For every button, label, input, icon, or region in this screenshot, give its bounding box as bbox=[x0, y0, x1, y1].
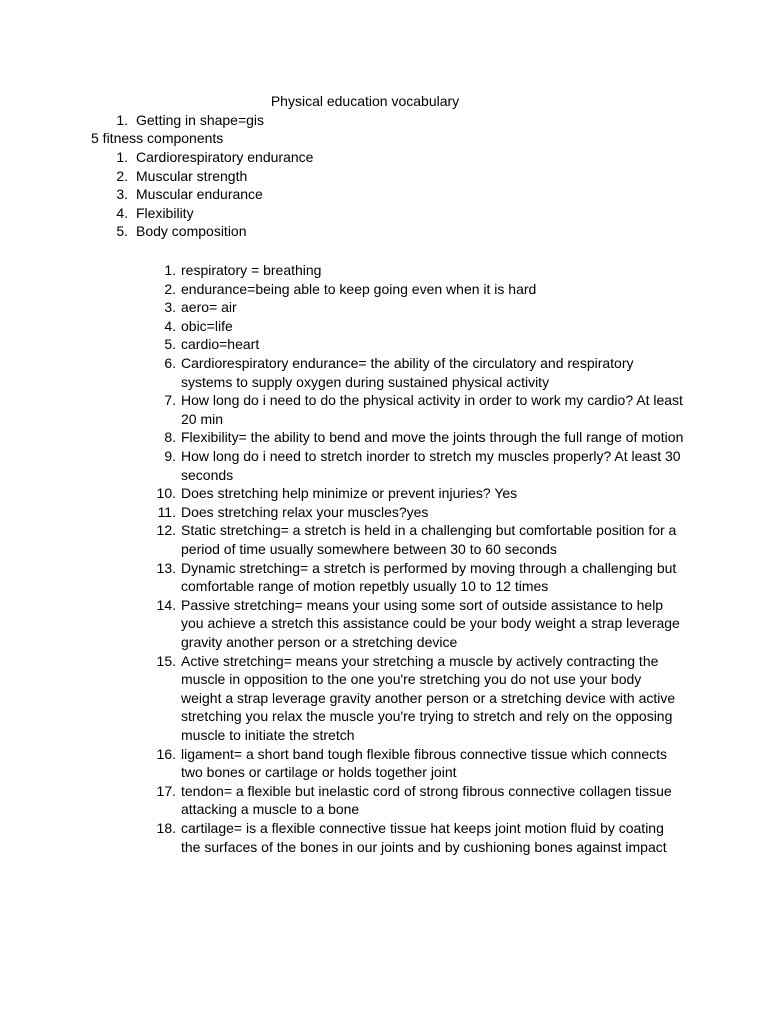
list-item-text: comfortable range of motion repetbly usually 10 to 12 times bbox=[181, 578, 549, 595]
list-item-text: Passive stretching= means your using some sort of outside assistance to help bbox=[181, 596, 664, 613]
list-item-number: 3. bbox=[116, 186, 128, 203]
list-item-number: 16. bbox=[156, 745, 176, 762]
list-item-number: 3. bbox=[164, 299, 176, 316]
list-item-text: seconds bbox=[181, 466, 234, 483]
list-item-text: Dynamic stretching= a stretch is performed by moving through a challenging but bbox=[181, 559, 677, 576]
list-item-number: 1. bbox=[116, 112, 128, 128]
list-item-text: muscle in opposition to the one you're stretching you do not use your body bbox=[181, 671, 642, 688]
list-item-text: aero= air bbox=[181, 299, 237, 316]
list-item-number: 13. bbox=[156, 559, 176, 576]
list-item-text: 20 min bbox=[181, 410, 224, 427]
list-item-text: two bones or cartilage or holds together joint bbox=[181, 764, 457, 781]
list-item-text: attacking a muscle to a bone bbox=[181, 801, 360, 818]
list-item-text: endurance=being able to keep going even when it is hard bbox=[181, 280, 537, 297]
list-item-text: Does stretching help minimize or prevent injuries? Yes bbox=[181, 485, 518, 502]
list-item-text: obic=life bbox=[181, 317, 233, 334]
list-item-text: Cardiorespiratory endurance= the ability of the circulatory and respiratory bbox=[181, 355, 634, 371]
list-item-text: weight a strap leverage gravity another person or a stretching device with active bbox=[181, 689, 676, 706]
list-item-number: 15. bbox=[156, 652, 176, 669]
list-item-number: 4. bbox=[116, 204, 128, 221]
list-item-number: 1. bbox=[164, 262, 176, 278]
list-item-number: 14. bbox=[156, 596, 176, 613]
list-item-number: 18. bbox=[156, 820, 176, 836]
list-item-number: 11. bbox=[157, 503, 176, 520]
list-item-text: Muscular strength bbox=[136, 167, 248, 184]
page-title: Physical education vocabulary bbox=[270, 93, 460, 109]
list-item-number: 12. bbox=[156, 522, 176, 539]
list-item-text: How long do i need to stretch inorder to stretch my muscles properly? At least 30 bbox=[181, 448, 681, 464]
list-item-text: respiratory = breathing bbox=[181, 262, 322, 278]
list-item-number: 9. bbox=[164, 448, 176, 464]
list-item-text: Flexibility bbox=[136, 204, 194, 221]
list-item-text: Static stretching= a stretch is held in a challenging but comfortable position for a bbox=[181, 522, 677, 539]
list-item-text: Active stretching= means your stretching a muscle by actively contracting the bbox=[181, 652, 659, 669]
list-item-number: 5. bbox=[164, 336, 176, 353]
list-item-text: period of time usually somewhere between 30 to 60 seconds bbox=[181, 541, 557, 557]
list-item-text: stretching you relax the muscle you're trying to stretch and rely on the opposing bbox=[181, 708, 673, 725]
list-item-number: 10. bbox=[156, 485, 176, 502]
list-item-text: the surfaces of the bones in our joints and by cushioning bones against impact bbox=[181, 838, 667, 855]
list-item-number: 7. bbox=[164, 392, 176, 409]
list-item-text: Cardiorespiratory endurance bbox=[136, 149, 314, 165]
list-item-number: 1. bbox=[116, 149, 128, 165]
list-item-number: 8. bbox=[164, 429, 176, 446]
list-item-number: 17. bbox=[156, 782, 176, 799]
list-item-number: 2. bbox=[164, 280, 176, 297]
section-heading: 5 fitness components bbox=[91, 130, 224, 146]
list-item-text: tendon= a flexible but inelastic cord of strong fibrous connective collagen tissue bbox=[181, 782, 672, 799]
list-item-number: 6. bbox=[164, 355, 176, 371]
list-item-text: systems to supply oxygen during sustained physical activity bbox=[181, 373, 550, 390]
list-item-text: cartilage= is a flexible connective tissue hat keeps joint motion fluid by coating bbox=[181, 820, 664, 836]
list-item-number: 5. bbox=[116, 223, 128, 240]
list-item-text: cardio=heart bbox=[181, 336, 260, 353]
list-item-text: ligament= a short band tough flexible fibrous connective tissue which connects bbox=[181, 745, 668, 762]
list-item-number: 2. bbox=[116, 167, 128, 184]
list-item-text: muscle to initiate the stretch bbox=[181, 727, 355, 743]
list-item-text: Does stretching relax your muscles?yes bbox=[181, 503, 429, 520]
list-item-text: Muscular endurance bbox=[136, 186, 263, 203]
list-item-text: Flexibility= the ability to bend and move the joints through the full range of motion bbox=[181, 429, 684, 446]
list-item-text: gravity another person or a stretching device bbox=[181, 634, 458, 650]
list-item-text: How long do i need to do the physical activity in order to work my cardio? At least bbox=[181, 392, 683, 409]
list-item-text: Body composition bbox=[136, 223, 247, 240]
list-item-text: Getting in shape=gis bbox=[136, 112, 265, 128]
list-item-number: 4. bbox=[164, 317, 176, 334]
list-item-text: you achieve a stretch this assistance could be your body weight a strap leverage bbox=[181, 615, 680, 632]
